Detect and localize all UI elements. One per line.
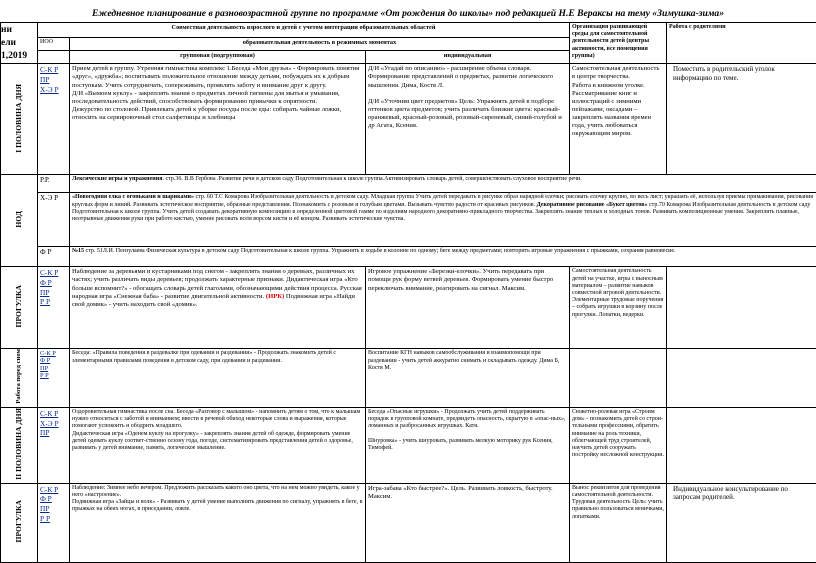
nod-art: «Новогодняя елка с огоньками и шариками» стр. 60 Т.С Комарова Изобразительная деятельность в детском саду. Младшая группа Учить детей передавать в рисунке образ нарядной елочки; рисовать елочку крупно, во весь лист; украшать её, используя приемы примакивания, рисования круглых форм и линий. Развивать эстетическое восприятие, образные представления. Познакомить с розовым и голубым цветами. Вызывать чувство радости от красивых рисунков. Декоративное рисование «Букет цветов» стр.70 Комарова Изобразительная деятельность в детском саду Подготовительная к школе группа. Учить детей создавать декоративную композицию в определенной цветовой гамме по изделиям народного декоративно-прикладного творчества. Закреплять знание теплых и холодных тонов. Развивать композиционные умения. Закреплять плавные, неотрывные движения руки при работе кистью, умение рисовать всем ворсом кисти и её концом. Развивать эстетические чувства. <box>70 193 816 247</box>
group-header: групповая (подгрупповая) <box>70 51 366 64</box>
nod-speech: Лексические игры и упражнения. стр.36. В.В Гербова .Развитие речи в детском саду Подготовительная к школе группа.Активизировать словарь детей, совершенствовать слуховое восприятие речи. <box>70 175 816 193</box>
walk-parents <box>667 267 816 349</box>
ioo-header: ИОО <box>38 38 70 51</box>
environment-header: Организация развивающей среды для самостоятельной деятельности детей (центры активности, все помещения группы) <box>570 23 667 64</box>
before-sleep-individual: Воспитание КГН навыков самообслуживания и взаимопомощи при раздевании - учить детей аккуратно снимать и складывать одежду. Дима Б, Костя М. <box>366 349 570 408</box>
before-sleep-environment <box>570 349 667 408</box>
before-sleep-group: Беседа: «Правила поведения в раздевалке при одевании и раздевании» - Продолжать знакомить детей с элементарными правилами поведения в детском саду, при одевании и раздевании. <box>70 349 366 408</box>
codes-afternoon: С-К Р Х-Э Р ПР <box>38 408 70 484</box>
planning-table <box>0 22 816 563</box>
joint-activity-header: Совместная деятельность взрослого и детей с учетом интеграции образовательных областей <box>38 23 570 38</box>
period-evening-walk: ПРОГУЛКА <box>1 483 38 562</box>
edu-moments-header: образовательная деятельность в режимных моментах <box>70 38 570 51</box>
morning-group-activity: Прием детей в группу. Утренняя гимнастика комплекс 1.Беседа «Мои друзья» - Формировать понятия «друг», «дружба»; воспитывать положительное отношение между детьми, побуждать их к добрым поступкам. Учить сотрудничать, сопереживать, проявлять заботу и внимание друг к другу. Д/И «Вымоем куклу» - закреплять знания о предметах личной гигиены для мытья и умывания, последовательность действий, способствовать формированию привычки к опрятности. Дежурство по столовой. Привлекать детей к уборке посуды после еды: собирать чайные ложки, относить на сервировочный стол салфетницы и хлебницы <box>70 64 366 175</box>
walk-environment: Самостоятельная деятельность детей на участке, игры с выносным материалом – развитие навыков совместной игровой деятельности. Элементарные трудовые поручения – собрать игрушки в корзину после прогулки. Лопатки, ведерки. <box>570 267 667 349</box>
code-fr: Ф Р <box>38 247 70 267</box>
afternoon-environment: Сюжетно-ролевая игра «Строим дом» - познакомить детей со строи-тельными профессиями, обратить внимание на роль техники, облегчающей труд строителей, научить детей сооружать постройку несложной конструкции. <box>570 408 667 484</box>
individual-header: индивидуальная <box>366 51 570 64</box>
walk-group-activity: Наблюдение за деревьями и кустарниками под снегом - закреплять знания о деревьях, различных их частях; учить различать виды деревьев; продолжать характерные признаки. Дидактическая игра «Кто больше вспомнит?» - обогащать словарь детей глаголами, обозначающими действия процесса. Русская народная игра «Снежная баба» - развитие двигательной активности. (ИРК) Подвижная игра «Найди свой домик» - учить находить свой «домик». <box>70 267 366 349</box>
before-sleep-parents <box>667 349 816 408</box>
morning-environment: Самостоятельная деятельность в центре творчества. Работа в книжном уголке. Рассматривание книг и иллюстраций с зимними пейзажами, оксадами – закреплять названия времен года, учить любоваться окружающим миром. <box>570 64 667 175</box>
afternoon-group-activity: Оздоровительная гимнастика после сна. Беседа «Разговор с малышом» - напомнить детям о том, что к малышам нужно относиться с заботой и вниманием; ввести в речевой обиход некоторые слова и выражения, которые помогают успокоить и ободрить младшего. Дидактическая игра «Оденем куклу на прогулку» - закреплять знания детей об одежде, формировать умение детей одевать куклу соответ-ственно сезону года, погоде, систематизировать представления детей о здоровье, развивать у детей внимание, память, логическое мышление. <box>70 408 366 484</box>
morning-parents: Поместить в родительский уголок информацию по теме. <box>667 64 816 175</box>
period-morning: I ПОЛОВИНА ДНЯ <box>1 64 38 175</box>
walk-individual-activity: Игровое упражнение «Березки-елочки». Учить передавать при помощи рук форму ветвей деревьев. Формировать умение быстро переключать внимание, реагировать на сигнал. Максим. <box>366 267 570 349</box>
ioo-blank <box>38 51 70 64</box>
morning-individual-activity: Д/И «Угадай по описанию» - расширение объема словаря. Формирование представлений о предметах, развитие логического мышления. Дима, Костя Л. Д/И «Уточним цвет предметов» Цель: Упражнять детей в подборе оттенков цвета предметов; учить различать близкие цвета: красный-оранжевый, красный-розовый, розовый-сиреневый, синий-голубой и др Агата, Ксения. <box>366 64 570 175</box>
codes-before-sleep: С-К Р Ф Р ПР Р Р <box>38 349 70 408</box>
nod-physical: №15 стр. 51Л.И. Пензулаева Физическая культура в детском саду Подготовительная к школе группа. Упражнять в ходьбе в колонне по одному; беге между предметами; повторить игровые упражнения с прыжками, сохраняя равновесие. <box>70 247 816 267</box>
afternoon-individual-activity: Беседа «Опасные игрушки» - Продолжать учить детей поддерживать порядок в групповой комнате, предвидеть опасность, скрытую в «опас-ных», ломанных и разбросанных игрушках. Катя. Шнуровка» - учить шнуровать, развивать мелкую моторику рук Ксения, Тимофей. <box>366 408 570 484</box>
evening-walk-parents: Индивидуальное консультирование по запросам родителей. <box>667 483 816 562</box>
corner-label: ни ели 1,2019 <box>1 23 38 64</box>
period-walk: ПРОГУЛКА <box>1 267 38 349</box>
evening-walk-individual: Игра-забава «Кто быстрее?». Цель. Развивать ловкость, быстроту. Максим. <box>366 483 570 562</box>
codes-walk: С-К Р Ф Р ПР Р Р <box>38 267 70 349</box>
parents-header: Работа с родителями <box>667 23 816 64</box>
period-before-sleep: Работа перед сном <box>1 349 38 408</box>
code-rr: Р.Р. <box>38 175 70 193</box>
page-title: Ежедневное планирование в разновозрастной группе по программе «От рождения до школы» под редакцией Н.Е Веракс​ы на тему «Зимушка-зима» <box>91 8 725 19</box>
period-afternoon: II ПОЛОВИНА ДНЯ <box>1 408 38 484</box>
period-nod: НОД <box>1 175 38 267</box>
code-he: Х-Э Р <box>38 193 70 247</box>
evening-walk-environment: Вынос реквизитов для проведения самостоятельной деятельности. Трудовая деятельность Цель: учить правильно пользоваться веничками, лопатками. <box>570 483 667 562</box>
codes-morning: С-К Р ПР Х-Э Р <box>38 64 70 175</box>
evening-walk-group: Наблюдение: Зимнее небо вечером. Предложить рассказать какого оно цвета, что на нем можно увидеть, какое у него «настроение». Подвижная игра «Зайцы и волк» - Развивать у детей умение выполнять движения по сигналу, упражнять в беге, в прыжках на обеих ногах, в приседании, ловле. <box>70 483 366 562</box>
afternoon-parents <box>667 408 816 484</box>
codes-evening-walk: С-К Р Ф Р ПР Р Р <box>38 483 70 562</box>
